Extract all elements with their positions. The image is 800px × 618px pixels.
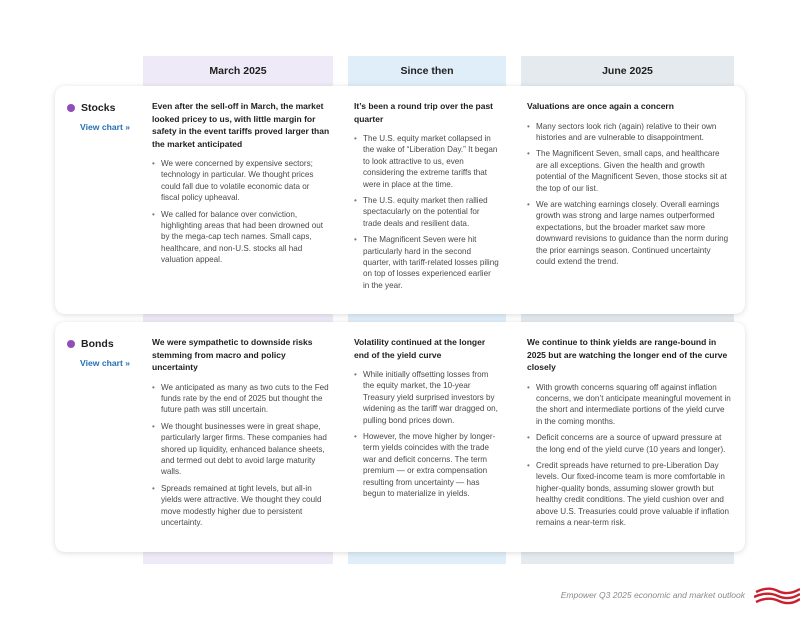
list-item: • Credit spreads have returned to pre-Liberation Day levels. Our fixed-income team is more comfortable in higher-quality bonds, assuming slower growth but healthy credit conditions. The yield cushion over and above U.S. Treasuries could prove valuable if inflation remains a near-term risk.	[527, 460, 730, 527]
list-item: • While initially offsetting losses from the equity market, the 10-year Treasury yield surprised investors by widening as the tariff war dragged on, pulling bond prices down.	[354, 370, 498, 425]
view-chart-link[interactable]: View chart »	[80, 358, 130, 368]
list-item: • Deficit concerns are a source of upward pressure at the long end of the yield curve (10 years and longer).	[527, 433, 726, 454]
view-chart-link[interactable]: View chart »	[80, 122, 130, 132]
row-label-bonds	[67, 338, 114, 350]
row-label-stocks	[67, 102, 115, 114]
list-item: • We are watching earnings closely. Overall earnings growth was strong and large names outperformed expectations, but the broader market saw more downward revisions to guidance than the norm during the prior earnings season. Continued uncertainty could extend the trend.	[527, 199, 729, 266]
stocks-june-cell	[527, 100, 732, 272]
list-item: • We were concerned by expensive sectors; technology in particular. We thought prices could fall due to volatile economic data or fiscal policy upheaval.	[152, 159, 314, 203]
list-item: • However, the move higher by longer-term yields coincides with the trade war and deficit concerns. The term premium — or extra compensation resulting from uncertainty — has begun to materialize in yields.	[354, 432, 496, 499]
stocks-since-cell	[354, 100, 499, 296]
bonds-june-cell	[527, 336, 732, 533]
list-item: • Spreads remained at tight levels, but all-in yields were attractive. We thought they could move modestly higher due to persistent uncertainty.	[152, 483, 322, 527]
footer-source-note: Empower Q3 2025 economic and market outlook	[560, 590, 745, 600]
list-item: • Many sectors look rich (again) relative to their own histories and are vulnerable to disappointment.	[527, 121, 717, 142]
stocks-row-card	[55, 86, 745, 314]
bonds-march-cell	[152, 336, 330, 533]
row-title: Bonds	[81, 338, 114, 350]
bullet-dot-icon	[67, 104, 75, 112]
bullet-dot-icon	[67, 340, 75, 348]
bonds-since-cell	[354, 336, 499, 504]
list-item: • We anticipated as many as two cuts to the Fed funds rate by the end of 2025 but thought the future path was still uncertain.	[152, 382, 329, 415]
column-header-march-2025: March 2025	[209, 65, 267, 77]
row-title: Stocks	[81, 102, 116, 114]
cell-heading: Even after the sell-off in March, the market looked pricey to us, with little margin for safety in the event tariffs proved larger than the market anticipated	[152, 101, 330, 149]
cell-heading: Volatility continued at the longer end of the yield curve	[354, 337, 486, 360]
list-item: • We called for balance over conviction, highlighting areas that had been drowned out by the mega-cap tech names. Small caps, healthcare, and non-U.S. stocks all had valuation appeal.	[152, 209, 323, 265]
list-item: • We thought businesses were in great shape, particularly larger firms. These companies had shored up liquidity, enhanced balance sheets, and termed out debt to avoid large maturity walls.	[152, 421, 327, 477]
column-header-june-2025: June 2025	[602, 65, 653, 77]
cell-heading: We continue to think yields are range-bound in 2025 but are watching the longer end of the curve closely	[527, 337, 728, 372]
cell-heading: It’s been a round trip over the past quarter	[354, 101, 494, 124]
list-item: • The Magnificent Seven were hit particularly hard in the second quarter, with tariff-related losses piling on top of losses experienced earlier in the year.	[354, 235, 499, 290]
list-item: • The Magnificent Seven, small caps, and healthcare are all exceptions. Given the health and growth potential of the Magnificent Seven, those stocks sit at the top of our list.	[527, 149, 727, 193]
column-header-since-then: Since then	[400, 65, 454, 77]
list-item: • The U.S. equity market collapsed in the wake of “Liberation Day.” It began to look attractive to us, even considering the extreme tariffs that were in place at the time.	[354, 134, 498, 189]
stocks-march-cell	[152, 100, 330, 271]
list-item: • The U.S. equity market then rallied spectacularly on the potential for trade deals and resilient data.	[354, 196, 488, 228]
list-item: • With growth concerns squaring off against inflation concerns, we don’t anticipate meaningful movement in the short and intermediate portions of the yield curve in the coming months.	[527, 382, 731, 426]
cell-heading: Valuations are once again a concern	[527, 101, 674, 111]
flag-stripes-icon	[754, 586, 800, 606]
cell-heading: We were sympathetic to downside risks stemming from macro and policy uncertainty	[152, 337, 313, 372]
bonds-row-card	[55, 322, 745, 552]
